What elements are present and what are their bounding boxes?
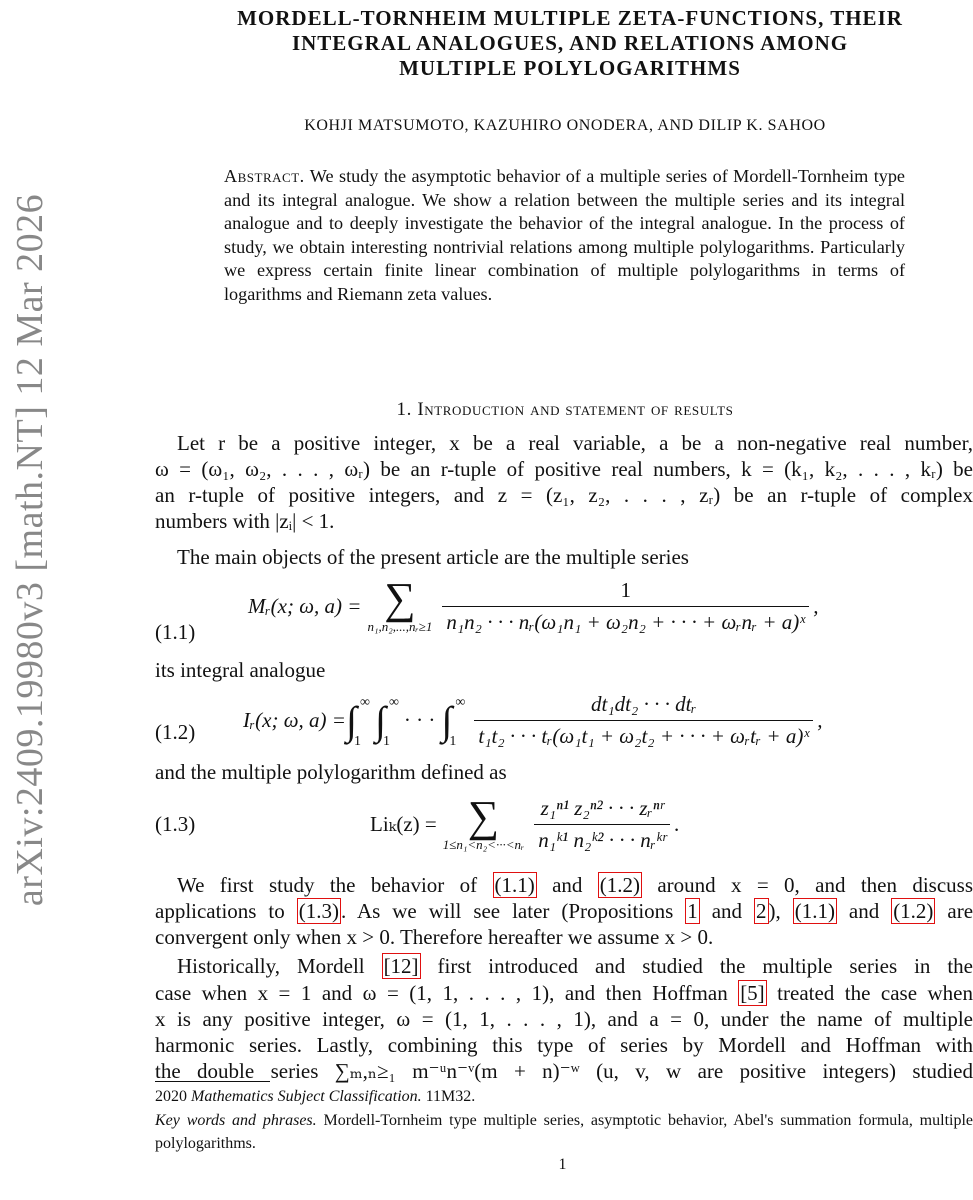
cross-reference-link[interactable]: 2 [756,899,767,923]
eq2-lhs: Iᵣ(x; ω, a) = [243,708,346,732]
abstract-text: We study the asymptotic behavior of a multiple series of Mordell-Tornheim type and its integral analogue. We show a relation between the multiple series and its integral analogue and to deeply investigate the behavior of the integral analogue. In the process of study, we obtain interesting nontrivial relations among multiple polylogarithms. Particularly we express certain finite linear combination of multiple polylogarithms in terms of logarithms and Riemann zeta values. [224,166,906,304]
cross-reference-link[interactable]: [5] [740,981,765,1005]
text-segment: applications to [155,899,297,923]
text-segment: Historically, Mordell [177,954,382,978]
msc-value: 11M32. [425,1088,476,1105]
text-segment: We first study the behavior of [177,873,493,897]
text-segment: ), [768,899,793,923]
integral-1: ∫ ∞ 1 [345,695,370,749]
paper-title-line-2: INTEGRAL ANALOGUES, AND RELATIONS AMONG [291,31,849,55]
text-line [155,430,973,456]
text-segment: and [699,899,755,923]
text-segment: an r-tuple of positive integers, and z = (z₁, z₂, . . . , zᵣ) be an r-tuple of complex [155,483,973,507]
int-upper: ∞ [388,695,399,710]
eq3-lhs: Liₖ(z) = [370,812,437,836]
cross-reference-link[interactable]: (1.1) [794,899,835,923]
text-segment: the double series ∑ₘ,ₙ≥₁ m⁻ᵘn⁻ᵛ(m + n)⁻ʷ (u, v, w are positive integers) studied [155,1059,973,1083]
text-line [155,1032,973,1058]
eq2-denominator: t₁t₂ · · · tᵣ(ω₁t₁ + ω₂t₂ + · · · + ωᵣtᵣ + a)ˣ [474,720,813,749]
integral-2: ∫ ∞ 1 [374,695,399,749]
footnote-rule [155,1081,270,1082]
int-upper: ∞ [455,695,466,710]
eq1-trail: , [813,594,819,618]
text-segment: are [935,899,973,923]
text-line [155,872,973,898]
arxiv-identifier-stamp: arXiv:2409.19980v3 [math.NT] 12 Mar 2026 [9,193,51,907]
text-line [155,898,973,924]
text-segment: The main objects of the present article are the multiple series [177,545,689,569]
eq2-fraction [474,692,813,749]
text-line [155,953,973,979]
int-lower: 1 [382,734,390,749]
eq1-numerator: 1 [620,578,632,602]
text-segment: numbers with |zᵢ| < 1. [155,509,335,533]
section-heading: 1. Introduction and statement of results [396,399,734,420]
text-integral-analogue: its integral analogue [155,658,326,682]
text-line [155,456,973,482]
page-number: 1 [558,1156,567,1173]
text-segment: . As we will see later (Propositions [340,899,686,923]
cross-reference-link[interactable]: (1.2) [599,873,641,897]
sigma-symbol: ∑ [467,791,500,841]
equation-1-2 [243,692,823,749]
eq3-sum-limits: 1≤n₁<n₂<···<nᵣ [442,836,525,852]
equation-number-1-3: (1.3) [155,812,196,836]
int-lower: 1 [449,734,457,749]
text-line [155,1006,973,1032]
footnote-msc [155,1085,973,1108]
text-segment: and [536,873,598,897]
eq3-denominator: n₁ᵏ¹ n₂ᵏ² · · · nᵣᵏʳ [534,824,670,853]
eq1-denominator: n₁n₂ · · · nᵣ(ω₁n₁ + ω₂n₂ + · · · + ωᵣnᵣ + a)ˣ [442,606,809,635]
msc-year: 2020 [155,1088,187,1105]
cross-reference-link[interactable]: (1.1) [494,873,535,897]
eq1-fraction [442,578,809,635]
text-line [155,1058,973,1084]
eq2-trail: , [817,708,823,732]
eq3-fraction [534,796,670,853]
text-line [155,482,973,508]
summation [367,573,433,635]
keywords-label: Key words and phrases. [155,1112,317,1129]
abstract [224,165,905,306]
int-upper: ∞ [359,695,370,710]
authors: KOHJI MATSUMOTO, KAZUHIRO ONODERA, AND DILIP K. SAHOO [304,117,826,134]
cross-reference-link[interactable]: (1.2) [893,899,934,923]
text-segment: case when x = 1 and ω = (1, 1, . . . , 1), and then Hoffman [155,981,739,1005]
integral-3: ∫ ∞ 1 [441,695,466,749]
text-segment: and [836,899,892,923]
cross-reference-link[interactable]: [12] [383,954,419,978]
cross-reference-link[interactable]: 1 [687,899,698,923]
equation-number-1-2: (1.2) [155,720,196,744]
text-line [155,980,973,1006]
summation [442,791,525,853]
keywords-value: Mordell-Tornheim type multiple series, asymptotic behavior, Abel's summation formula, multiple polylogarithms. [155,1112,973,1152]
footnote-keywords [155,1109,973,1155]
text-segment: first introduced and studied the multiple series in the [420,954,973,978]
eq2-numerator: dt₁dt₂ · · · dtᵣ [591,692,697,716]
cross-reference-link[interactable]: (1.3) [298,899,339,923]
abstract-label: Abstract. [224,166,305,186]
text-segment: harmonic series. Lastly, combining this type of series by Mordell and Hoffman with [155,1033,973,1057]
eq1-sum-limits: n₁,n₂,...,nᵣ≥1 [367,618,433,634]
eq1-lhs: Mᵣ(x; ω, a) = [248,594,362,618]
msc-label: Mathematics Subject Classification. [191,1088,422,1105]
text-segment: around x = 0, and then discuss [642,873,973,897]
text-line [155,544,973,570]
text-line [155,924,973,950]
text-segment: treated the case when [766,981,973,1005]
eq3-trail: . [674,812,680,836]
equation-1-3 [370,791,680,853]
text-line [155,508,973,534]
sigma-symbol: ∑ [384,573,416,623]
text-segment: x is any positive integer, ω = (1, 1, . . . , 1), and a = 0, under the name of multiple [155,1007,973,1031]
equation-number-1-1: (1.1) [155,620,196,644]
paper-title-line-1: MORDELL-TORNHEIM MULTIPLE ZETA-FUNCTIONS, THEIR [237,6,903,30]
int-lower: 1 [353,734,361,749]
text-segment: Let r be a positive integer, x be a real variable, a be a non-negative real number, [177,431,973,455]
text-segment: convergent only when x > 0. Therefore hereafter we assume x > 0. [155,925,714,949]
text-segment: ω = (ω₁, ω₂, . . . , ωᵣ) be an r-tuple of positive real numbers, k = (k₁, k₂, . . . , kᵣ) be [155,457,973,481]
equation-1-1 [248,573,819,635]
eq2-dots: · · · [403,708,436,732]
paper-title-line-3: MULTIPLE POLYLOGARITHMS [399,56,741,80]
text-polylog-defined: and the multiple polylogarithm defined as [155,760,507,784]
eq3-numerator: z₁ⁿ¹ z₂ⁿ² · · · zᵣⁿʳ [540,796,664,820]
